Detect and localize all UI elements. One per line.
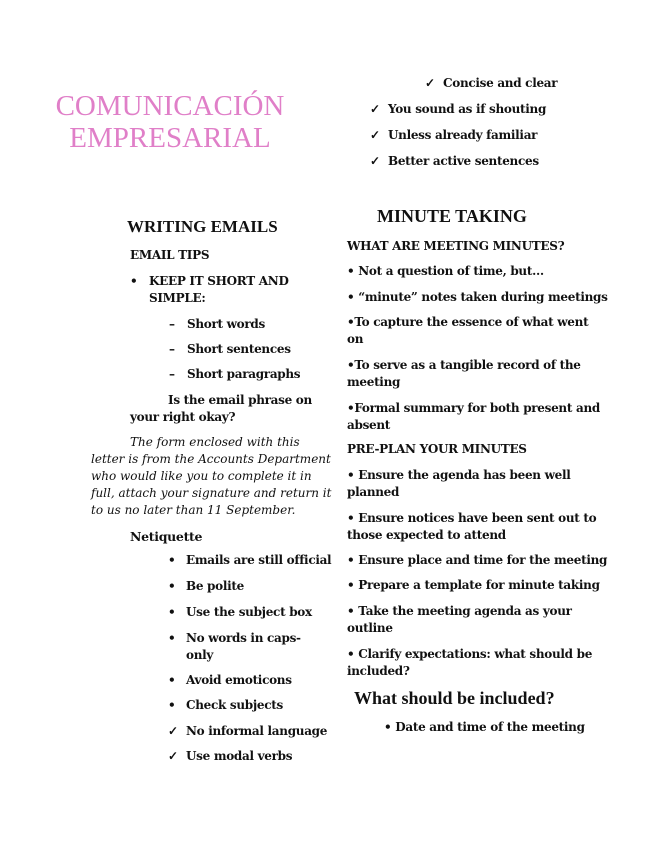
what-are-item-4: •To serve as a tangible record of the [347,358,581,372]
preplan-item-6-cont: included? [347,664,410,678]
writing-emails-heading: WRITING EMAILS [127,217,278,236]
netiquette-check-1: ✓ No informal language [168,724,328,738]
what-are-item-5: •Formal summary for both present and [347,401,600,415]
netiquette-check-2: ✓ Use modal verbs [168,749,293,763]
what-are-item-4-cont: meeting [347,375,401,389]
dash-icon: – [169,317,175,331]
short-item-3: – Short paragraphs [169,367,301,381]
check-icon: ✓ [425,76,435,90]
what-are-item-3-cont: on [347,332,364,346]
netiquette-bullet-5: • Avoid emoticons [168,673,292,687]
dash-icon: – [169,342,175,356]
preplan-item-2-cont: those expected to attend [347,528,506,542]
preplan-label: PRE-PLAN YOUR MINUTES [347,442,527,456]
top-check-4: ✓ Better active sentences [370,154,539,168]
bullet-icon: • [168,579,176,593]
included-item-1: • Date and time of the meeting [384,720,585,734]
preplan-item-3: • Ensure place and time for the meeting [347,553,608,567]
sample-line-3: who would like you to complete it in [91,469,312,483]
keep-short-bullet [130,273,137,290]
netiquette-bullet-1: • Emails are still official [168,553,332,567]
sample-line-4: full, attach your signature and return it [91,486,332,500]
top-check-3: ✓ Unless already familiar [370,128,538,142]
what-are-item-5-cont: absent [347,418,391,432]
keep-short-line-1: KEEP IT SHORT AND [149,274,289,288]
check-icon: ✓ [370,128,380,142]
bullet-icon: • [168,631,176,645]
check-icon: ✓ [168,749,178,763]
keep-short-line-2: SIMPLE: [149,291,206,305]
check-icon: ✓ [370,102,380,116]
what-are-item-2: • “minute” notes taken during meetings [347,290,608,304]
short-item-1: – Short words [169,317,265,331]
netiquette-bullet-6: • Check subjects [168,698,283,712]
bullet-icon: • [168,553,176,567]
what-are-item-1: • Not a question of time, but… [347,264,544,278]
dash-icon: – [169,367,175,381]
netiquette-bullet-2: • Be polite [168,579,244,593]
bullet-icon: • [168,605,176,619]
phrase-question-2: your right okay? [130,410,236,424]
preplan-item-5-cont: outline [347,621,393,635]
title-line-1: COMUNICACIÓN [55,90,285,122]
preplan-item-2: • Ensure notices have been sent out to [347,511,597,525]
included-heading: What should be included? [354,688,555,708]
top-check-1: ✓ Concise and clear [425,76,558,90]
check-icon: ✓ [370,154,380,168]
minute-taking-heading: MINUTE TAKING [377,206,527,226]
preplan-item-1-cont: planned [347,485,400,499]
short-item-2: – Short sentences [169,342,291,356]
email-tips-label: EMAIL TIPS [130,248,210,262]
bullet-icon: • [130,274,138,288]
title-line-2: EMPRESARIAL [69,122,271,154]
sample-line-5: to us no later than 11 September. [91,503,296,517]
netiquette-bullet-4: • No words in caps- [168,631,301,645]
what-are-item-3: •To capture the essence of what went [347,315,589,329]
check-icon: ✓ [168,724,178,738]
netiquette-label: Netiquette [130,529,203,544]
preplan-item-6: • Clarify expectations: what should be [347,647,593,661]
page-title [40,90,300,154]
preplan-item-1: • Ensure the agenda has been well [347,468,571,482]
preplan-item-4: • Prepare a template for minute taking [347,578,600,592]
netiquette-bullet-4-cont: only [186,648,214,662]
bullet-icon: • [168,698,176,712]
top-check-2: ✓ You sound as if shouting [370,102,547,116]
phrase-question-1: Is the email phrase on [168,393,312,407]
sample-line-2: letter is from the Accounts Department [91,452,331,466]
bullet-icon: • [168,673,176,687]
preplan-item-5: • Take the meeting agenda as your [347,604,572,618]
what-are-label: WHAT ARE MEETING MINUTES? [347,239,565,253]
sample-line-1: The form enclosed with this [130,435,300,449]
netiquette-bullet-3: • Use the subject box [168,605,312,619]
